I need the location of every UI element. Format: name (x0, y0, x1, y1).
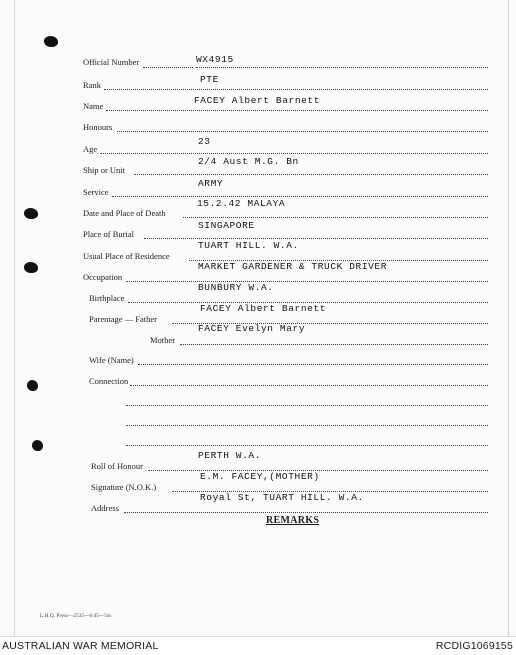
printer-imprint: L.H.Q. Press—2535—6/45—5m (40, 614, 112, 619)
mother-value: FACEY Evelyn Mary (198, 323, 306, 334)
official-number-value: WX4915 (196, 54, 234, 65)
occupation-value: MARKET GARDENER & TRUCK DRIVER (198, 261, 388, 272)
name-value: FACEY Albert Barnett (194, 95, 321, 106)
connection-label: Connection (89, 376, 129, 386)
usual-residence-value: TUART HILL. W.A. (198, 240, 299, 251)
punch-hole (27, 380, 38, 391)
footer-institution: AUSTRALIAN WAR MEMORIAL (2, 640, 159, 652)
age-value: 23 (198, 136, 211, 147)
punch-hole (24, 262, 38, 273)
dotted-line (124, 512, 488, 513)
usual-residence-label: Usual Place of Residence (83, 251, 170, 261)
date-place-death-label: Date and Place of Death (83, 208, 166, 218)
dotted-line (112, 196, 488, 197)
birthplace-value: BUNBURY W.A. (198, 282, 274, 293)
dotted-line (134, 174, 488, 175)
address-label: Address (91, 503, 119, 513)
dotted-line (104, 89, 488, 90)
parentage-father-value: FACEY Albert Barnett (200, 303, 327, 314)
dotted-line (183, 217, 488, 218)
dotted-line (126, 281, 488, 282)
dotted-line (143, 67, 193, 68)
dotted-line (117, 131, 488, 132)
age-label: Age (83, 144, 98, 154)
rank-label: Rank (83, 80, 101, 90)
roll-of-honour-label: Roll of Honour (91, 461, 143, 471)
place-of-burial-value: SINGAPORE (198, 220, 255, 231)
punch-hole (32, 440, 43, 451)
official-number-label: Official Number (83, 57, 140, 67)
punch-hole (44, 36, 58, 47)
date-place-death-value: 15.2.42 MALAYA (197, 198, 286, 209)
page-edge-right (508, 0, 509, 636)
roll-of-honour-value: PERTH W.A. (198, 450, 262, 461)
rank-value: PTE (200, 74, 219, 85)
dotted-line (138, 364, 488, 365)
service-value: ARMY (198, 178, 224, 189)
dotted-line (126, 425, 488, 426)
signature-nok-value: E.M. FACEY,(MOTHER) (200, 471, 320, 482)
service-label: Service (83, 187, 109, 197)
ship-or-unit-label: Ship or Unit (83, 165, 126, 175)
place-of-burial-label: Place of Burial (83, 229, 134, 239)
birthplace-label: Birthplace (89, 293, 125, 303)
remarks-heading: REMARKS (266, 515, 320, 526)
archive-footer (0, 636, 516, 655)
dotted-line (130, 385, 488, 386)
dotted-line (126, 445, 488, 446)
dotted-line (144, 238, 488, 239)
ship-or-unit-value: 2/4 Aust M.G. Bn (198, 156, 299, 167)
occupation-label: Occupation (83, 272, 123, 282)
punch-hole (24, 208, 38, 219)
footer-record-id: RCDIG1069155 (435, 640, 513, 652)
honours-label: Honours (83, 122, 113, 132)
address-value: Royal St, TUART HILL. W.A. (200, 492, 364, 503)
page-edge-left (14, 0, 15, 636)
mother-label: Mother (150, 335, 176, 345)
dotted-line (100, 153, 488, 154)
dotted-line (106, 110, 488, 111)
dotted-line (180, 344, 488, 345)
dotted-line (126, 405, 488, 406)
name-label: Name (83, 101, 104, 111)
signature-nok-label: Signature (N.O.K.) (91, 482, 157, 492)
wife-label: Wife (Name) (89, 355, 134, 365)
parentage-father-label: Parentage — Father (89, 314, 157, 324)
dotted-line (196, 67, 488, 68)
